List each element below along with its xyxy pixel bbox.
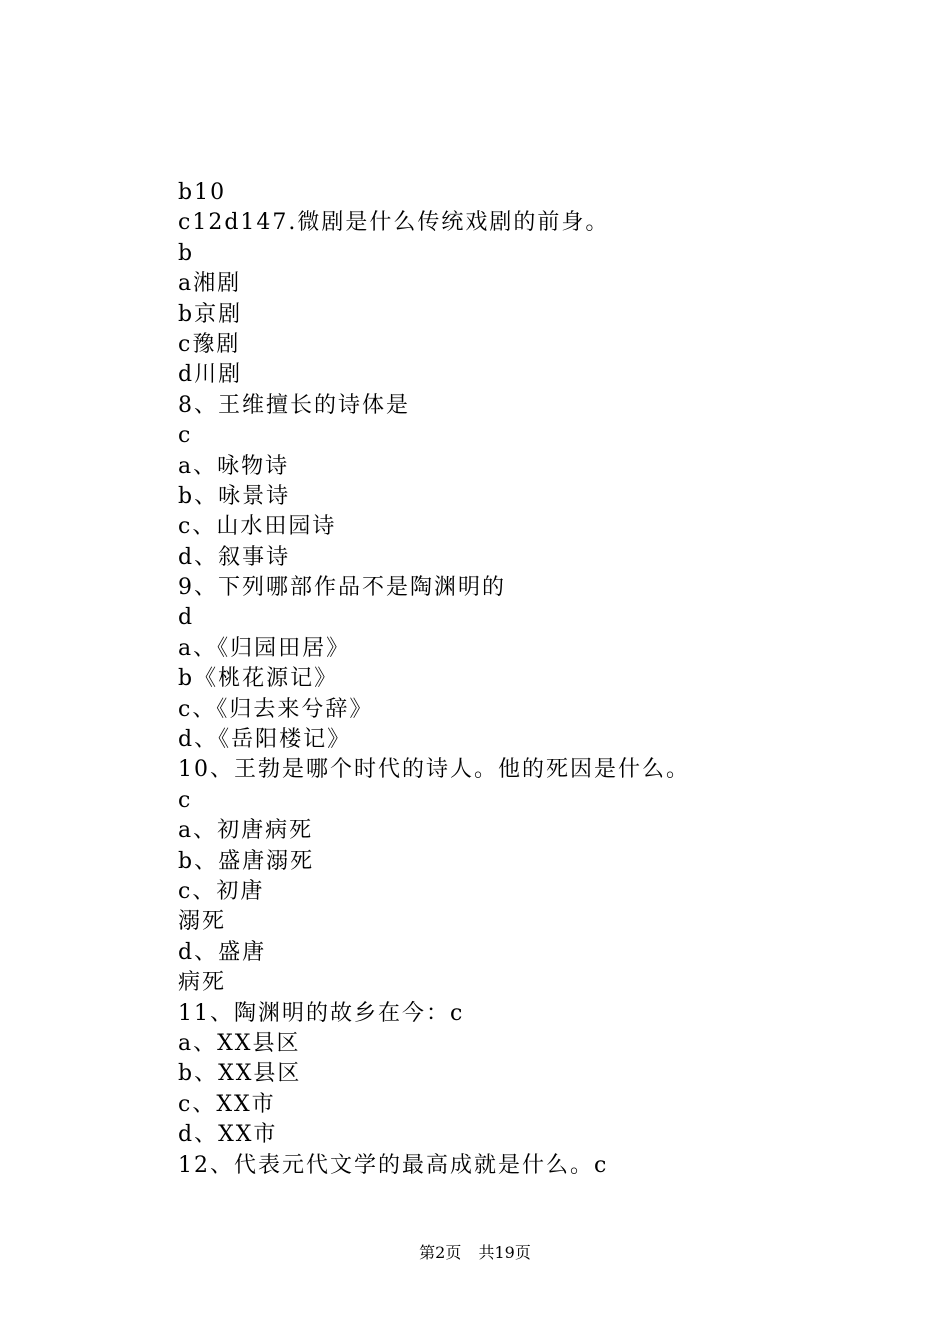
text-line: d、《岳阳楼记》 [178,727,352,753]
text-line: d、XX市 [178,1122,278,1148]
document-body [178,178,858,1181]
text-line: 12、代表元代文学的最高成就是什么。c [178,1152,609,1178]
text-line: b、XX县区 [178,1061,302,1087]
text-line: a、《归园田居》 [178,635,351,661]
text-line: 9、下列哪部作品不是陶渊明的 [178,575,506,601]
text-line: c [178,423,193,449]
text-line: c [178,787,193,813]
text-line: d [178,605,195,631]
text-line: c12d147.微剧是什么传统戏剧的前身。 [178,210,610,236]
text-line: 溺死 [178,909,227,935]
text-line: b《桃花源记》 [178,666,339,692]
text-line: 8、王维擅长的诗体是 [178,392,410,418]
text-line: b京剧 [178,301,243,327]
text-line: c、XX市 [178,1091,276,1117]
text-line: c、《归去来兮辞》 [178,696,374,722]
text-line: c、初唐 [178,878,265,904]
text-line: d、盛唐 [178,939,267,965]
text-line: b [178,240,195,266]
text-line: b、盛唐溺死 [178,848,315,874]
text-line: c豫剧 [178,331,241,357]
text-line: 病死 [178,970,227,996]
text-line: a、XX县区 [178,1030,301,1056]
text-line: d、叙事诗 [178,544,291,570]
text-line: b、咏景诗 [178,483,291,509]
text-line: a、咏物诗 [178,453,290,479]
page-total: 共19页 [478,1243,531,1262]
text-line: c、山水田园诗 [178,514,337,540]
text-line: 11、陶渊明的故乡在今：c [178,1000,465,1026]
text-line: b10 [178,180,227,205]
text-line: d川剧 [178,362,243,388]
text-line: a湘剧 [178,271,242,297]
page-footer [0,1242,950,1264]
page-number: 第2页 [419,1243,462,1262]
text-line: 10、王勃是哪个时代的诗人。他的死因是什么。 [178,757,690,783]
text-line: a、初唐病死 [178,818,314,844]
